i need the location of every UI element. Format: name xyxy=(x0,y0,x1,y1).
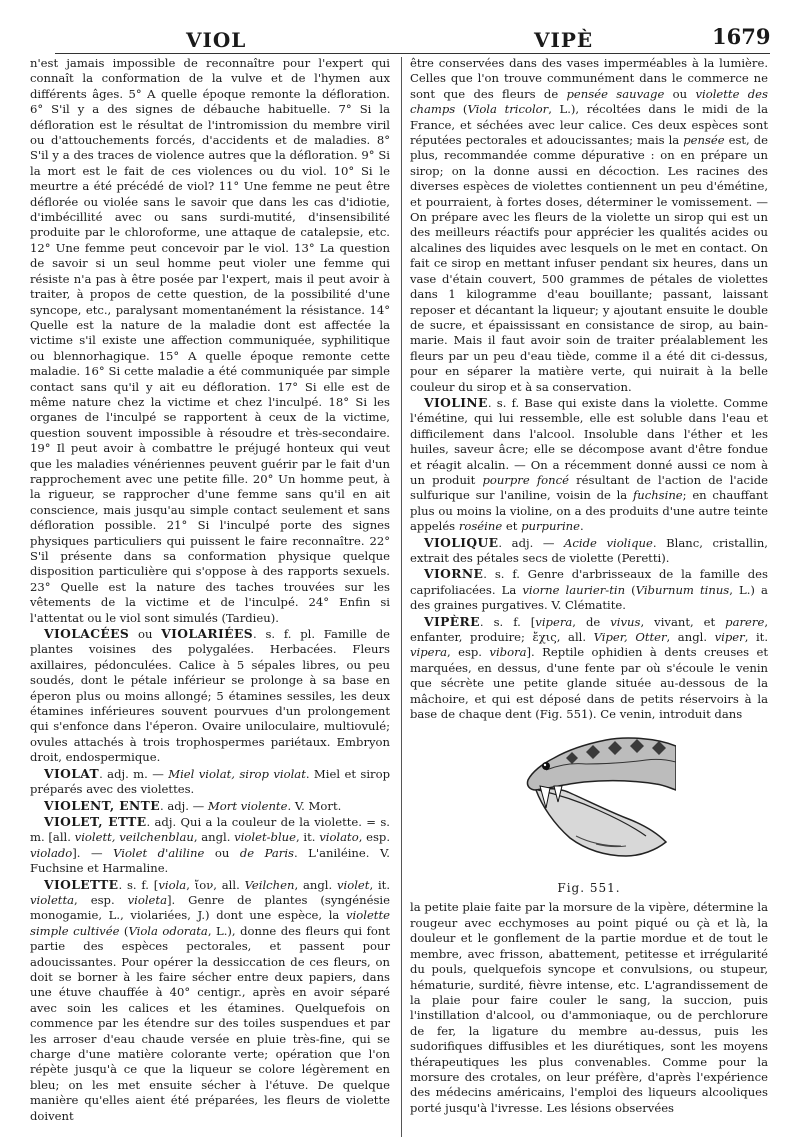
entry-italic: Mort violente xyxy=(207,798,288,813)
entry-violine xyxy=(410,395,768,535)
entry-italic: Viper, Otter xyxy=(593,630,667,645)
entry-text: . adj. Qui a la couleur de la violette. = s. m. [all. xyxy=(30,814,390,845)
headword-violat: VIOLAT xyxy=(44,765,100,781)
entry-violat xyxy=(30,766,390,798)
entry-italic: violett, veilchenblau xyxy=(74,830,194,845)
entry-italic: viper xyxy=(714,630,745,645)
entry-text: ( xyxy=(119,923,129,938)
entry-italic: violado xyxy=(30,845,73,860)
entry-violent xyxy=(30,798,390,814)
entry-italic: violato xyxy=(319,830,359,845)
entry-italic: pensée sauvage xyxy=(566,86,665,101)
entry-italic: vipera xyxy=(410,645,447,660)
entry-text: . s. f. Base qui existe dans la violette. Comme l'émétine, qui lui ressemble, elle est soluble dans l'eau et difficilement dans l'alcool. Insoluble dans l'éther et les huiles, saveur âcre; elle se décompose avant d'être fondue et réagit alcalin. — On a récemment donné aussi ce nom à un produit xyxy=(410,395,768,487)
entry-italic: Viburnum tinus xyxy=(635,582,730,597)
entry-italic: vipera xyxy=(535,614,573,629)
left-column xyxy=(30,56,390,1124)
entry-text: . s. f. pl. Famille de plantes voisines des polygalées. Herbacées. Fleurs axillaires, pédonculées. Calice à 5 sépales libres, ou peu soudés, dont le pétale inférieur se prolonge à sa base en éperon plus ou moins allongé; 5 étamines sessiles, les deux étamines inférieures souvent pourvues d'un prolongement qui s'enfonce dans l'éperon. Ovaire uniloculaire, multiovulé; ovules attachés à trois trophospermes pariétaux. Embryon droit, endospermique. xyxy=(30,627,390,765)
figure-551 xyxy=(410,728,768,896)
entry-italic: parere xyxy=(725,614,765,629)
entry-italic: violet xyxy=(336,877,370,892)
entry-viorne xyxy=(410,566,768,613)
entry-text: , angl. xyxy=(666,630,715,645)
entry-text: . adj. m. — xyxy=(99,766,169,781)
header-rule xyxy=(55,53,770,54)
entry-violacees xyxy=(30,626,390,766)
entry-italic: pensée xyxy=(683,133,725,148)
entry-italic: violeta xyxy=(127,892,167,907)
entry-text: et xyxy=(502,519,522,534)
entry-text: être conservées dans des vases imperméables à la lumière. Celles que l'on trouve communément dans le commerce ne sont que des fleurs de xyxy=(410,56,768,101)
entry-italic: violette des champs xyxy=(410,86,768,117)
entry-text: ( xyxy=(625,582,636,597)
entry-italic: violetta xyxy=(30,892,75,907)
entry-vipere-continued: la petite plaie faite par la morsure de la vipère, détermine la rougeur avec ecchymoses au point piqué ou çà et là, la douleur et le gonflement de la partie mordue et de tout le membre, avec frisson, abattement, petitesse et irrégularité du pouls, quelquefois syncope et convulsions, ou stupeur, hématurie, surdité, fièvre intense, etc. L'agrandissement de la plaie pour faire couler le sang, la succion, puis l'instillation d'alcool, ou d'ammoniaque, ou de perchlorure de fer, la ligature du membre au-dessus, puis les sudorifiques diffusibles et les diurétiques, sont les moyens thérapeutiques les plus convenables. Comme pour la morsure des crotales, on leur préfère, d'après l'expérience des médecins américains, l'emploi des liqueurs alcooliques porté jusqu'à l'ivresse. Les lésions observées xyxy=(410,900,768,1115)
entry-text: . Blanc, cristallin, extrait des pétales secs de violette (Peretti). xyxy=(410,535,768,565)
entry-text: ]. — xyxy=(72,845,114,860)
headword-violent: VIOLENT, ENTE xyxy=(44,797,160,813)
entry-text: . s. f. [ xyxy=(479,614,536,629)
entry-text: , ἴον, all. xyxy=(186,877,245,892)
entry-italic: vivus xyxy=(610,614,641,629)
entry-italic: pourpre foncé xyxy=(482,472,569,487)
headword-violique: VIOLIQUE xyxy=(424,534,499,550)
entry-italic: Acide violique xyxy=(564,535,653,550)
entry-text: résultant de l'action de l'acide sulfurique sur l'aniline, voisin de la xyxy=(410,472,768,503)
entry-vipere xyxy=(410,614,768,723)
entry-italic: Viola odorata xyxy=(128,923,208,938)
headword-violette: VIOLETTE xyxy=(44,876,119,892)
entry-text: . L'aniléine. V. Fuchsine et Harmaline. xyxy=(30,845,390,876)
entry-italic: fuchsine xyxy=(632,488,683,503)
entry-text: , angl. xyxy=(193,830,235,845)
entry-text: ]. Reptile ophidien à dents creuses et marquées, en dessus, d'une fente par où s'écoule le venin que sécrète une petite glande située au-dessous de la mâchoire, et qui est déposé dans de petits réservoirs à la base de chaque dent (Fig. 551). Ce venin, introduit dans xyxy=(410,645,769,722)
entry-text: , de xyxy=(572,614,611,629)
headword-violine: VIOLINE xyxy=(424,394,488,410)
entry-text: , it. xyxy=(296,830,320,845)
entry-text: , L.), récoltées dans le midi de la France, et séchées avec leur calice. Ces deux espèces sont réputées pectorales et adoucissantes; mais la xyxy=(410,102,769,148)
right-column xyxy=(410,56,768,1116)
entry-text: ou xyxy=(204,845,240,860)
running-head-left: VIOL xyxy=(186,28,247,52)
entry-text: . s. f. [ xyxy=(118,877,159,892)
entry-italic: violet-blue xyxy=(234,830,296,845)
entry-text: . Miel et sirop préparés avec des violettes. xyxy=(30,766,390,797)
entry-text: , L.), donne des fleurs qui font partie des espèces pectorales, et passent pour adoucissantes. Pour opérer la dessiccation de ces fleurs, on doit se borner à les faire sécher entre deux papiers, dans une étuve chauffée à 40° centigr., après en avoir séparé avec soin les calices et les étamines. Quelquefois on commence par les étendre sur des toiles suspendues et par les arroser d'eau chaude versée en pluie très-fine, qui se charge d'une matière colorante verte; opération que l'on répète jusqu'à ce que la liqueur se colore légèrement en bleu; on les met ensuite sécher à l'étuve. De quelque manière qu'elles aient été préparées, les fleurs de violette doivent xyxy=(30,923,390,1123)
headword-violariees: VIOLARIÉES xyxy=(161,626,254,642)
headword-vipere: VIPÈRE xyxy=(424,613,480,629)
entry-italic: Veilchen xyxy=(244,877,295,892)
page-number: 1679 xyxy=(712,24,771,49)
entry-italic: vibora xyxy=(489,645,527,660)
entry-text: ; en chauffant plus ou moins la violine, on a des produits d'une autre teinte appelés xyxy=(410,488,768,534)
entry-viol-continued: n'est jamais impossible de reconnaître pour l'expert qui connaît la conformation de la vulve et de l'hymen aux différents âges. 5° A quelle époque remonte la défloration. 6° S'il y a des signes de débauche habituelle. 7° Si la défloration est le résultat de l'intromission du membre viril ou d'attouchements forcés, d'accidents et de maladies. 8° S'il y a des traces de violence autres que la défloration. 9° Si la mort est le fait de ces violences ou du viol. 10° Si le meurtre a été précédé de viol? 11° Une femme ne peut être déflorée ou violée sans le savoir que dans les cas d'idiotie, d'imbécillité avec ou sans surdi-mutité, d'insensibilité produite par le chloroforme, une attaque de catalepsie, etc. 12° Une femme peut concevoir par le viol. 13° La question de savoir si un seul homme peut violer une femme qui résiste n'a pas à être posée par l'expert, mais il peut avoir à traiter, à propos de cette question, de la possibilité d'une syncope, etc., paralysant momentanément la résistance. 14° Quelle est la nature de la maladie dont est affectée la victime s'il existe une affection communiquée, syphilitique ou blennorhagique. 15° A quelle époque remonte cette maladie. 16° Si cette maladie a été communiquée par simple contact sans qu'il y ait eu défloration. 17° Si elle est de même nature chez la victime et chez l'inculpé. 18° Si les organes de l'inculpé se rapportent à ceux de la victime, question souvent impossible à résoudre et très-secondaire. 19° Il peut avoir à combattre le préjugé honteux qui veut que les maladies vénériennes peuvent guérir par le fait d'un rapprochement avec une petite fille. 20° Un homme peut, à la rigueur, se rapprocher d'une femme sans qu'il en ait conscience, mais jusqu'au simple contact seulement et sans défloration possible. 21° Si l'inculpé porte des signes physiques particuliers qui puissent le faire reconnaître. 22° S'il présente dans sa conformation physique quelque disposition particulière qui s'oppose à des rapports sexuels. 23° Quelle est la nature des taches trouvées sur les vêtements de la victime et de l'inculpé. 24° Enfin si l'attentat ou le viol sont simulés (Tardieu). xyxy=(30,56,390,625)
entry-italic: roséine xyxy=(458,519,503,534)
entry-italic: violette simple cultivée xyxy=(30,908,390,938)
headword-violacees: VIOLACÉES xyxy=(44,626,130,642)
entry-text: , esp. xyxy=(358,830,391,845)
entry-violique xyxy=(410,535,768,567)
entry-italic: viorne laurier-tin xyxy=(522,582,626,597)
entry-italic: purpurine xyxy=(521,519,581,534)
column-divider xyxy=(401,57,402,1137)
entry-italic: Viola tricolor xyxy=(467,102,549,117)
entry-text: , enfanter, produire; ἔχις, all. xyxy=(410,614,768,645)
viper-head-icon xyxy=(506,728,676,868)
entry-text: ou xyxy=(664,86,696,101)
entry-text: , it. xyxy=(369,877,391,892)
entry-text: ( xyxy=(455,102,468,117)
entry-text: . xyxy=(580,519,584,534)
headword-violet: VIOLET, ETTE xyxy=(44,813,147,829)
entry-text: , vivant, et xyxy=(640,614,726,629)
entry-italic: de Paris xyxy=(239,845,294,860)
entry-italic: Miel violat, sirop violat xyxy=(168,766,306,781)
entry-text: . s. f. Genre d'arbrisseaux de la famille des caprifoliacées. La xyxy=(410,567,768,597)
entry-text: , angl. xyxy=(294,877,337,892)
entry-text: ou xyxy=(129,627,162,642)
entry-text: . adj. — xyxy=(159,798,208,813)
entry-italic: Violet d'aliline xyxy=(113,845,205,860)
running-head-right: VIPÈ xyxy=(534,28,594,52)
entry-text: . V. Mort. xyxy=(287,798,342,813)
entry-text: ]. Genre de plantes (syngénésie monogamie, L., violariées, J.) dont une espèce, la xyxy=(30,892,390,923)
entry-italic: viola xyxy=(158,877,187,892)
entry-violette xyxy=(30,877,390,1125)
entry-text: , it. xyxy=(744,630,769,645)
figure-caption: Fig. 551. xyxy=(557,881,621,896)
entry-violette-continued xyxy=(410,56,768,395)
entry-text: , esp. xyxy=(447,645,490,660)
entry-text: , esp. xyxy=(74,892,128,907)
headword-viorne: VIORNE xyxy=(424,566,484,582)
entry-violet xyxy=(30,814,390,877)
entry-text: , L.) a des graines purgatives. V. Clématite. xyxy=(410,582,768,613)
entry-text: est, de plus, recommandée comme dépurative : on en prépare un sirop; on la donne aussi en décoction. Les racines des diverses espèces de violettes contiennent un peu d'émétine, et pourraient, à fortes doses, déterminer le vomissement. — On prépare avec les fleurs de la violette un sirop qui est un des meilleurs réactifs pour apprécier les qualités acides ou alcalines des liquides avec lesquels on le met en contact. On fait ce sirop en mettant infuser pendant six heures, dans un vase d'étain couvert, 500 grammes de pétales de violettes dans 1 kilogramme d'eau bouillante; passant, laissant reposer et décantant la liqueur; y ajoutant ensuite le double de sucre, et épaississant en consistance de sirop, au bain-marie. Mais il faut avoir soin de traiter préalablement les fleurs par un peu d'eau tiède, comme il a été dit ci-dessus, pour en séparer la matière verte, qui nuirait à la belle couleur du sirop et à sa conservation. xyxy=(410,133,768,394)
entry-text: . adj. — xyxy=(498,535,565,550)
